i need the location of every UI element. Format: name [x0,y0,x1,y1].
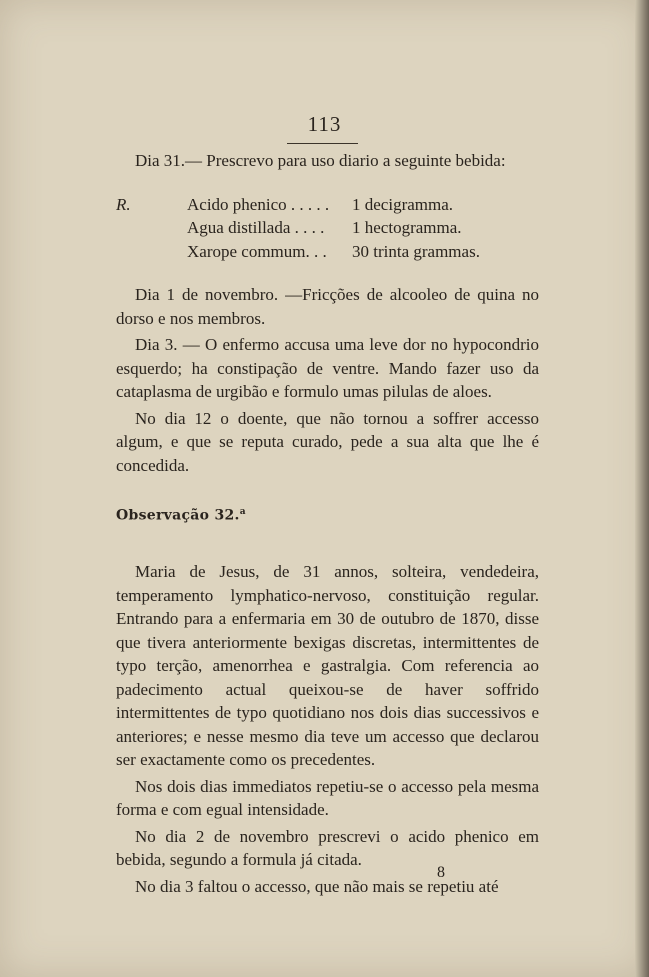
paragraph: No dia 12 o doente, que não tornou a soffrer accesso algum, e que se reputa curado, pede a sua alta que lhe é concedida. [116,408,539,475]
paragraph: Nos dois dias immediatos repetiu-se o accesso pela mesma forma e com egual intensidade. [116,776,539,820]
ingredient-name: Acido phenico . . . . . [187,194,330,214]
recipe-symbol: R. [116,194,131,214]
ingredient-name: Agua distillada . . . . [187,218,325,237]
paragraph: No dia 2 de novembro prescrevi o acido phenico em bebida, segundo a formula já citada. [116,826,539,870]
paragraph: No dia 3 faltou o accesso, que não mais se repetiu até [135,876,499,896]
page-body [116,149,539,901]
paragraph: Maria de Jesus, de 31 annos, solteira, vendedeira, temperamento lymphatico-nervoso, constituição regular. Entrando para a enfermaria em 30 de outubro de 1870, disse que tivera anteriormente bexigas discretas, intermittentes de typo terção, amenorrhea e gastralgia. Com referencia ao padecimento actual queixou-se de haver soffrido intermittentes de typo quotidiano nos dois dias successivos e anteriores; e nesse mesmo dia teve um accesso que declarou ser exactamente como os precedentes. [116,562,539,770]
ingredient-quantity: 1 decigramma. [352,194,454,214]
page-number: 113 [307,112,342,136]
section-heading [116,501,539,528]
prescription [116,193,539,264]
section-heading-ordinal: a [239,507,246,517]
paragraph: Dia 1 de novembro. —Fricções de alcooleo de quina no dorso e nos membros. [116,285,539,328]
signature-mark: 8 [437,864,445,881]
ingredient-name: Xarope commum. . . [187,241,327,261]
prescription-row [116,216,539,240]
ingredient-quantity: 1 hectogramma. [352,218,462,237]
prescription-row [116,193,539,217]
prescription-row [116,240,539,264]
ingredient-quantity: 30 trinta grammas. [352,241,480,261]
header-rule [287,143,358,144]
paragraph: Dia 31.— Prescrevo para uso diario a seguinte bebida: [135,151,506,170]
section-heading-text: Observação 32. [116,507,240,524]
paragraph: Dia 3. — O enfermo accusa uma leve dor no hypocondrio esquerdo; ha constipação de ventre. Mando fazer uso da cataplasma de urgibão e formulo umas pilulas de aloes. [116,335,539,401]
